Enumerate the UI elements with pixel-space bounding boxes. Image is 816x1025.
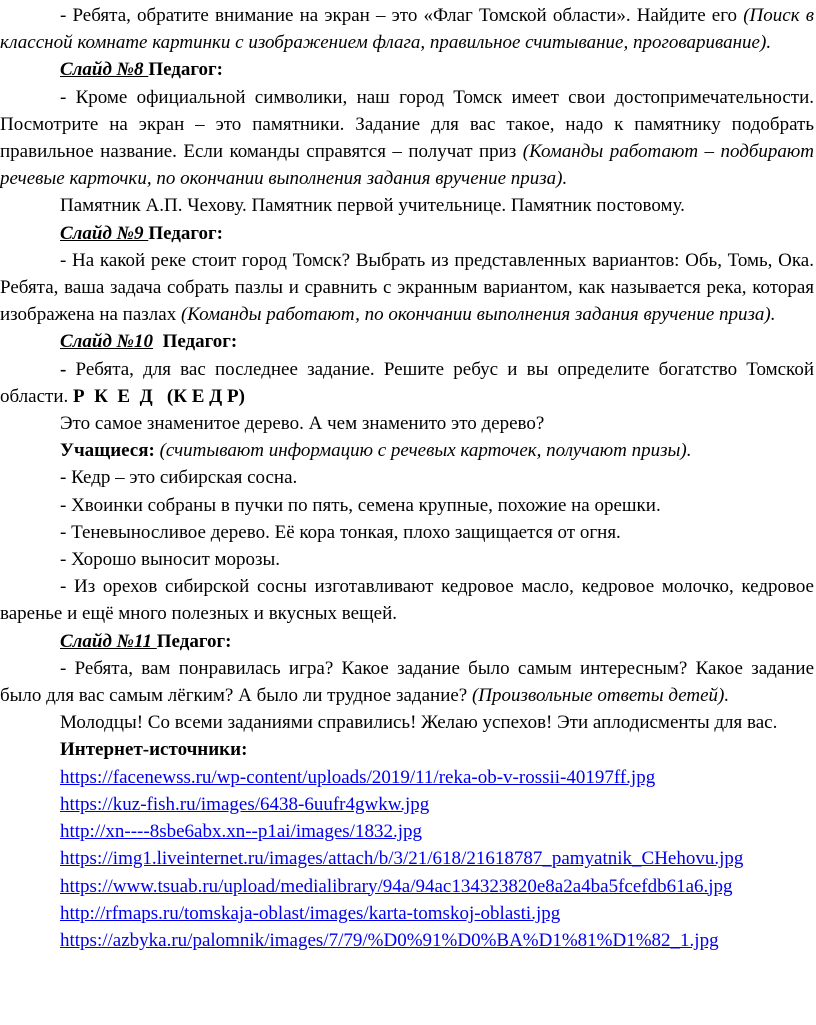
slide-11-teacher: Педагог: [156,630,232,652]
closing-text: Молодцы! Со всеми заданиями справились! Желаю успехов! Эти аплодисменты для вас. [60,712,778,734]
source-link[interactable]: https://kuz-fish.ru/images/6438-6uufr4gwkw.jpg [60,793,430,815]
source-link[interactable]: http://xn----8sbe6abx.xn--p1ai/images/1832.jpg [60,821,422,843]
paragraph-fact-4 [0,546,816,573]
document-page [0,2,816,1025]
source-link[interactable]: https://www.tsuab.ru/upload/medialibrary/94a/94ac134323820e8a2a4ba5fcefdb61a6.jpg [60,875,733,897]
tree-question-text: Это самое знаменитое дерево. А чем знаменито это дерево? [60,413,545,435]
paragraph-closing [0,709,816,736]
slide-9-teacher: Педагог: [148,222,223,244]
monument-names-text: Памятник А.П. Чехову. Памятник первой учительнице. Памятник постовому. [60,195,685,217]
source-link[interactable]: https://facenewss.ru/wp-content/uploads/2019/11/reka-ob-v-rossii-40197ff.jpg [60,766,656,788]
rebus-answer: Р К Е Д (К Е Д Р) [73,385,245,407]
fact-1-text: - Кедр – это сибирская сосна. [60,467,298,489]
paragraph-monument-names [0,192,816,219]
paragraph-students [0,437,816,464]
fact-2-text: - Хвоинки собраны в пучки по пять, семена крупные, похожие на орешки. [60,494,661,516]
fact-5-text: - Из орехов сибирской сосны изготавливают кедровое масло, кедровое молочко, кедровое варенье и ещё много полезных и вкусных вещей. [0,576,814,625]
paragraph-feedback [0,655,816,709]
river-note: (Команды работают, по окончании выполнения задания вручение приза). [180,304,776,326]
students-note: (считывают информацию с речевых карточек, получают призы). [154,440,692,462]
slide-8-label: Слайд №8 [60,59,149,81]
sources-list [0,764,816,954]
slide-10-label: Слайд №10 [60,331,154,353]
fact-4-text: - Хорошо выносит морозы. [60,549,281,571]
paragraph-river [0,247,816,329]
paragraph-monuments [0,84,816,193]
source-link[interactable]: http://rfmaps.ru/tomskaja-oblast/images/karta-tomskoj-oblasti.jpg [60,902,561,924]
rebus-text: Ребята, для вас последнее задание. Решите ребус и вы определите богатство Томской области. [0,358,814,407]
monuments-note: (Команды работают – подбирают речевые карточки, по окончании выполнения задания вручение приза). [0,141,814,190]
source-link[interactable]: https://img1.liveinternet.ru/images/attach/b/3/21/618/21618787_pamyatnik_CHehovu.jpg [60,848,744,870]
monuments-text: - Кроме официальной символики, наш город Томск имеет свои достопримечательности. Посмотрите на экран – это памятники. Задание для вас такое, надо к памятнику подобрать правильное название. Если команды справятся – получат приз [0,86,814,163]
slide-8-heading [0,56,816,83]
feedback-text: - Ребята, вам понравилась игра? Какое задание было самым интересным? Какое задание было для вас самым лёгким? А было ли трудное задание? [0,657,814,707]
fact-3-text: - Теневыносливое дерево. Её кора тонкая, плохо защищается от огня. [60,521,621,543]
paragraph-flag [0,2,816,56]
flag-task-text: - Ребята, обратите внимание на экран – это «Флаг Томской области». Найдите его [60,5,744,26]
slide-10-heading [0,328,816,355]
paragraph-fact-2 [0,492,816,519]
flag-task-note: (Поиск в классной комнате картинки с изображением флага, правильное считывание, проговаривание). [0,5,814,54]
river-text: - На какой реке стоит город Томск? Выбрать из представленных вариантов: Обь, Томь, Ока. Ребята, ваша задача собрать пазлы и сравнить с экранным вариантом, как называется река, которая изображена на пазлах [0,249,814,326]
rebus-dash: - [60,358,76,380]
feedback-note: (Произвольные ответы детей). [471,685,730,707]
slide-11-heading [0,628,816,655]
slide-8-teacher: Педагог: [148,59,223,81]
paragraph-fact-1 [0,464,816,491]
sources-title: Интернет-источники: [60,739,248,761]
slide-11-label: Слайд №11 [60,630,157,652]
slide-10-teacher: Педагог: [153,331,238,353]
paragraph-fact-3 [0,519,816,546]
paragraph-fact-5 [0,573,816,627]
students-label: Учащиеся: [60,440,155,462]
slide-9-label: Слайд №9 [60,222,149,244]
source-link[interactable]: https://azbyka.ru/palomnik/images/7/79/%D0%91%D0%BA%D1%81%D1%82_1.jpg [60,929,719,951]
paragraph-rebus [0,356,816,410]
paragraph-tree-question [0,410,816,437]
slide-9-heading [0,220,816,247]
